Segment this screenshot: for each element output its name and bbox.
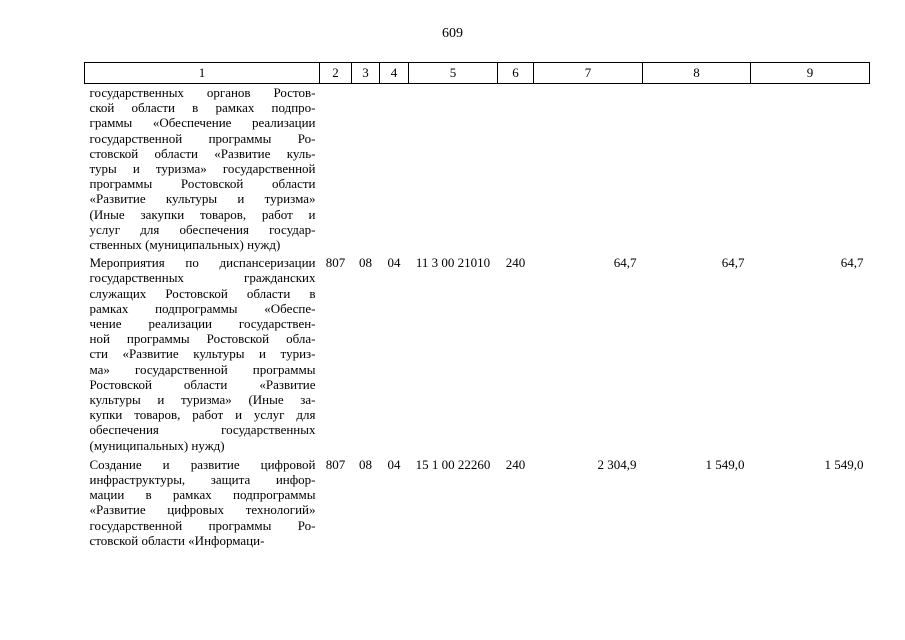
table-row bbox=[85, 252, 870, 453]
cell-section-code: 08 bbox=[359, 255, 372, 271]
cell-amount-2022: 1 549,0 bbox=[705, 456, 745, 472]
column-header: 9 bbox=[751, 63, 870, 84]
cell-ministry-code: 807 bbox=[325, 255, 346, 271]
table-row bbox=[85, 84, 870, 253]
cell-expense-type: 240 bbox=[505, 255, 526, 271]
column-header: 2 bbox=[320, 63, 352, 84]
cell-target-code bbox=[409, 84, 498, 253]
column-header: 7 bbox=[534, 63, 643, 84]
cell-subsection-code: 04 bbox=[387, 255, 401, 271]
item-name-line: (муниципальных) нужд) bbox=[89, 437, 225, 453]
item-name-line: мации в рамках подпрограммы bbox=[89, 487, 316, 503]
cell-expense-type: 240 bbox=[505, 456, 526, 472]
item-name-line: ной программы Ростовской обла- bbox=[89, 331, 316, 347]
budget-table-container bbox=[84, 62, 869, 548]
item-name-line: Мероприятия по диспансеризации bbox=[89, 255, 316, 271]
cell-amount-2021 bbox=[534, 84, 643, 253]
table-row bbox=[85, 453, 870, 548]
cell-target-code: 11 3 00 21010 bbox=[415, 255, 491, 271]
item-name-line: (Иные закупки товаров, работ и bbox=[89, 206, 316, 222]
item-name-line: граммы «Обеспечение реализации bbox=[89, 115, 316, 131]
cell-amount-2023: 64,7 bbox=[840, 255, 864, 271]
cell-expense-type bbox=[498, 84, 534, 253]
item-name-line: Ростовской области «Развитие bbox=[89, 376, 316, 392]
cell-item-name bbox=[85, 453, 320, 548]
item-name-line: чение реализации государствен- bbox=[89, 316, 316, 332]
item-name-line: стовской области «Информаци- bbox=[89, 532, 265, 548]
column-header: 8 bbox=[643, 63, 751, 84]
item-name-line: государственной программы Ро- bbox=[89, 517, 316, 533]
column-header: 6 bbox=[498, 63, 534, 84]
item-name-line: рамках подпрограммы «Обеспе- bbox=[89, 300, 316, 316]
item-name-line: «Развитие культуры и туризма» bbox=[89, 191, 316, 207]
item-name-line: стовской области «Развитие куль- bbox=[89, 145, 316, 161]
cell-item-name bbox=[85, 84, 320, 253]
budget-table bbox=[84, 62, 870, 548]
cell-amount-2022 bbox=[643, 84, 751, 253]
item-name-line: «Развитие цифровых технологий» bbox=[89, 502, 316, 518]
item-name-line: туры и туризма» государственной bbox=[89, 161, 316, 177]
item-name-line: государственных органов Ростов- bbox=[89, 85, 316, 100]
column-header: 4 bbox=[380, 63, 409, 84]
cell-target-code: 15 1 00 22260 bbox=[415, 456, 491, 472]
item-name-line: обеспечения государственных bbox=[89, 422, 316, 438]
item-name-line: Создание и развитие цифровой bbox=[89, 456, 316, 472]
item-name-line: купки товаров, работ и услуг для bbox=[89, 407, 316, 423]
cell-subsection-code bbox=[380, 84, 409, 253]
cell-ministry-code: 807 bbox=[325, 456, 346, 472]
item-name-line: сти «Развитие культуры и туриз- bbox=[89, 346, 316, 362]
table-body bbox=[85, 84, 870, 549]
item-name-line: программы Ростовской области bbox=[89, 176, 316, 192]
item-name-line: культуры и туризма» (Иные за- bbox=[89, 392, 316, 408]
item-name-line: ма» государственной программы bbox=[89, 361, 316, 377]
page-number: 609 bbox=[442, 26, 463, 41]
item-name-line: государственной программы Ро- bbox=[89, 130, 316, 146]
item-name-line: услуг для обеспечения государ- bbox=[89, 221, 316, 237]
cell-amount-2021: 2 304,9 bbox=[597, 456, 637, 472]
item-name-line: ской области в рамках подпро- bbox=[89, 100, 316, 116]
table-header-row bbox=[85, 63, 870, 84]
item-name-line: инфраструктуры, защита инфор- bbox=[89, 472, 316, 488]
cell-item-name bbox=[85, 252, 320, 453]
cell-amount-2023 bbox=[751, 84, 870, 253]
cell-amount-2022: 64,7 bbox=[721, 255, 745, 271]
item-name-line: ственных (муниципальных) нужд) bbox=[89, 237, 281, 253]
column-header: 3 bbox=[352, 63, 380, 84]
cell-amount-2023: 1 549,0 bbox=[824, 456, 864, 472]
item-name-line: служащих Ростовской области в bbox=[89, 285, 316, 301]
cell-section-code: 08 bbox=[359, 456, 372, 472]
cell-subsection-code: 04 bbox=[387, 456, 401, 472]
item-name-line: государственных гражданских bbox=[89, 270, 316, 286]
cell-amount-2021: 64,7 bbox=[613, 255, 637, 271]
cell-section-code bbox=[352, 84, 380, 253]
column-header: 1 bbox=[85, 63, 320, 84]
column-header: 5 bbox=[409, 63, 498, 84]
cell-ministry-code bbox=[320, 84, 352, 253]
